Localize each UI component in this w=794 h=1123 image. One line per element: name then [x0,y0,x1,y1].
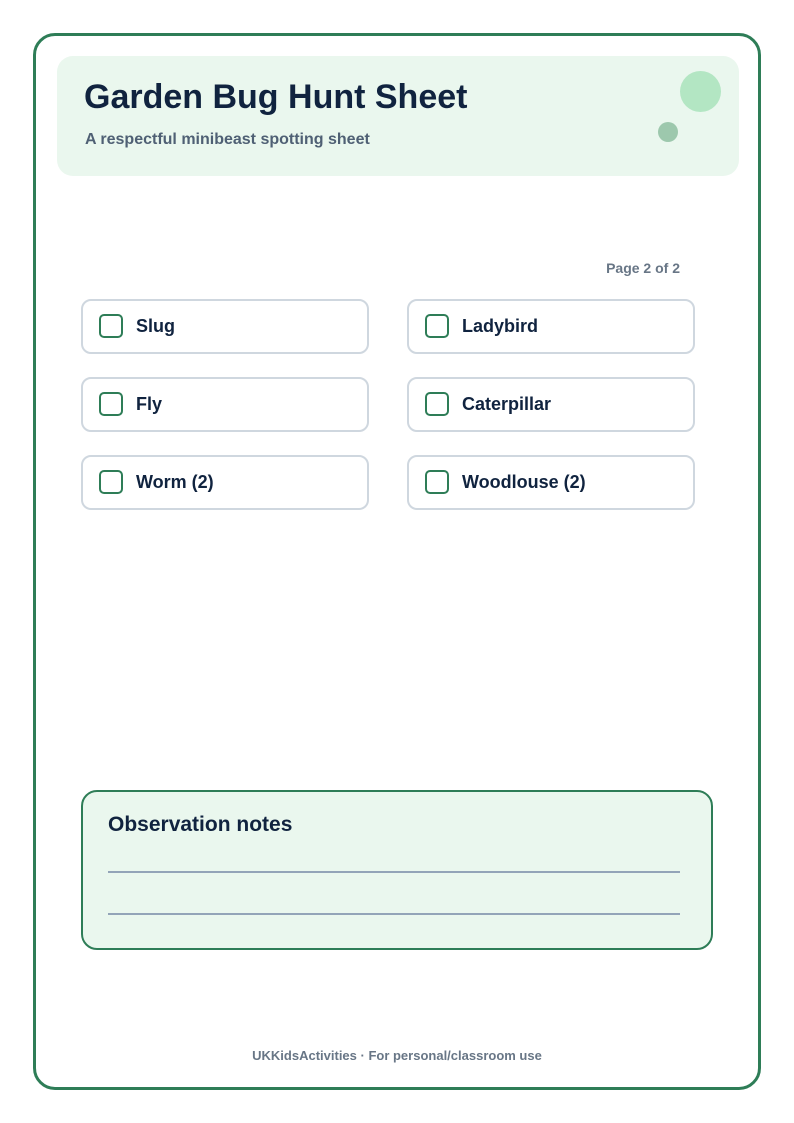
checklist-item-worm[interactable] [81,455,369,510]
header-banner [57,56,739,176]
checklist-item-label: Woodlouse (2) [462,472,586,492]
writing-line[interactable] [108,913,680,915]
checklist-item-slug[interactable] [81,299,369,354]
footer-text: UKKidsActivities · For personal/classroom use [252,1048,542,1063]
checklist-item-label: Fly [136,394,163,414]
page-subtitle: A respectful minibeast spotting sheet [85,131,370,148]
page-title: Garden Bug Hunt Sheet [84,78,468,116]
checkbox-icon[interactable] [99,392,123,416]
observation-notes-title: Observation notes [108,813,293,836]
decorative-circle-small [658,122,678,142]
checkbox-icon[interactable] [99,470,123,494]
decorative-circle-large [680,71,721,112]
checklist-item-label: Worm (2) [136,472,214,492]
worksheet-page [33,33,761,1090]
checklist-item-ladybird[interactable] [407,299,695,354]
page-indicator: Page 2 of 2 [606,260,680,276]
checkbox-icon[interactable] [425,314,449,338]
checklist-item-fly[interactable] [81,377,369,432]
checklist-item-label: Slug [136,316,175,336]
checklist-item-label: Caterpillar [462,394,552,414]
checkbox-icon[interactable] [99,314,123,338]
checklist-item-caterpillar[interactable] [407,377,695,432]
observation-notes-box [81,790,713,950]
bug-checklist [81,299,697,510]
checkbox-icon[interactable] [425,392,449,416]
writing-line[interactable] [108,871,680,873]
checklist-item-label: Ladybird [462,316,539,336]
checklist-item-woodlouse[interactable] [407,455,695,510]
checkbox-icon[interactable] [425,470,449,494]
